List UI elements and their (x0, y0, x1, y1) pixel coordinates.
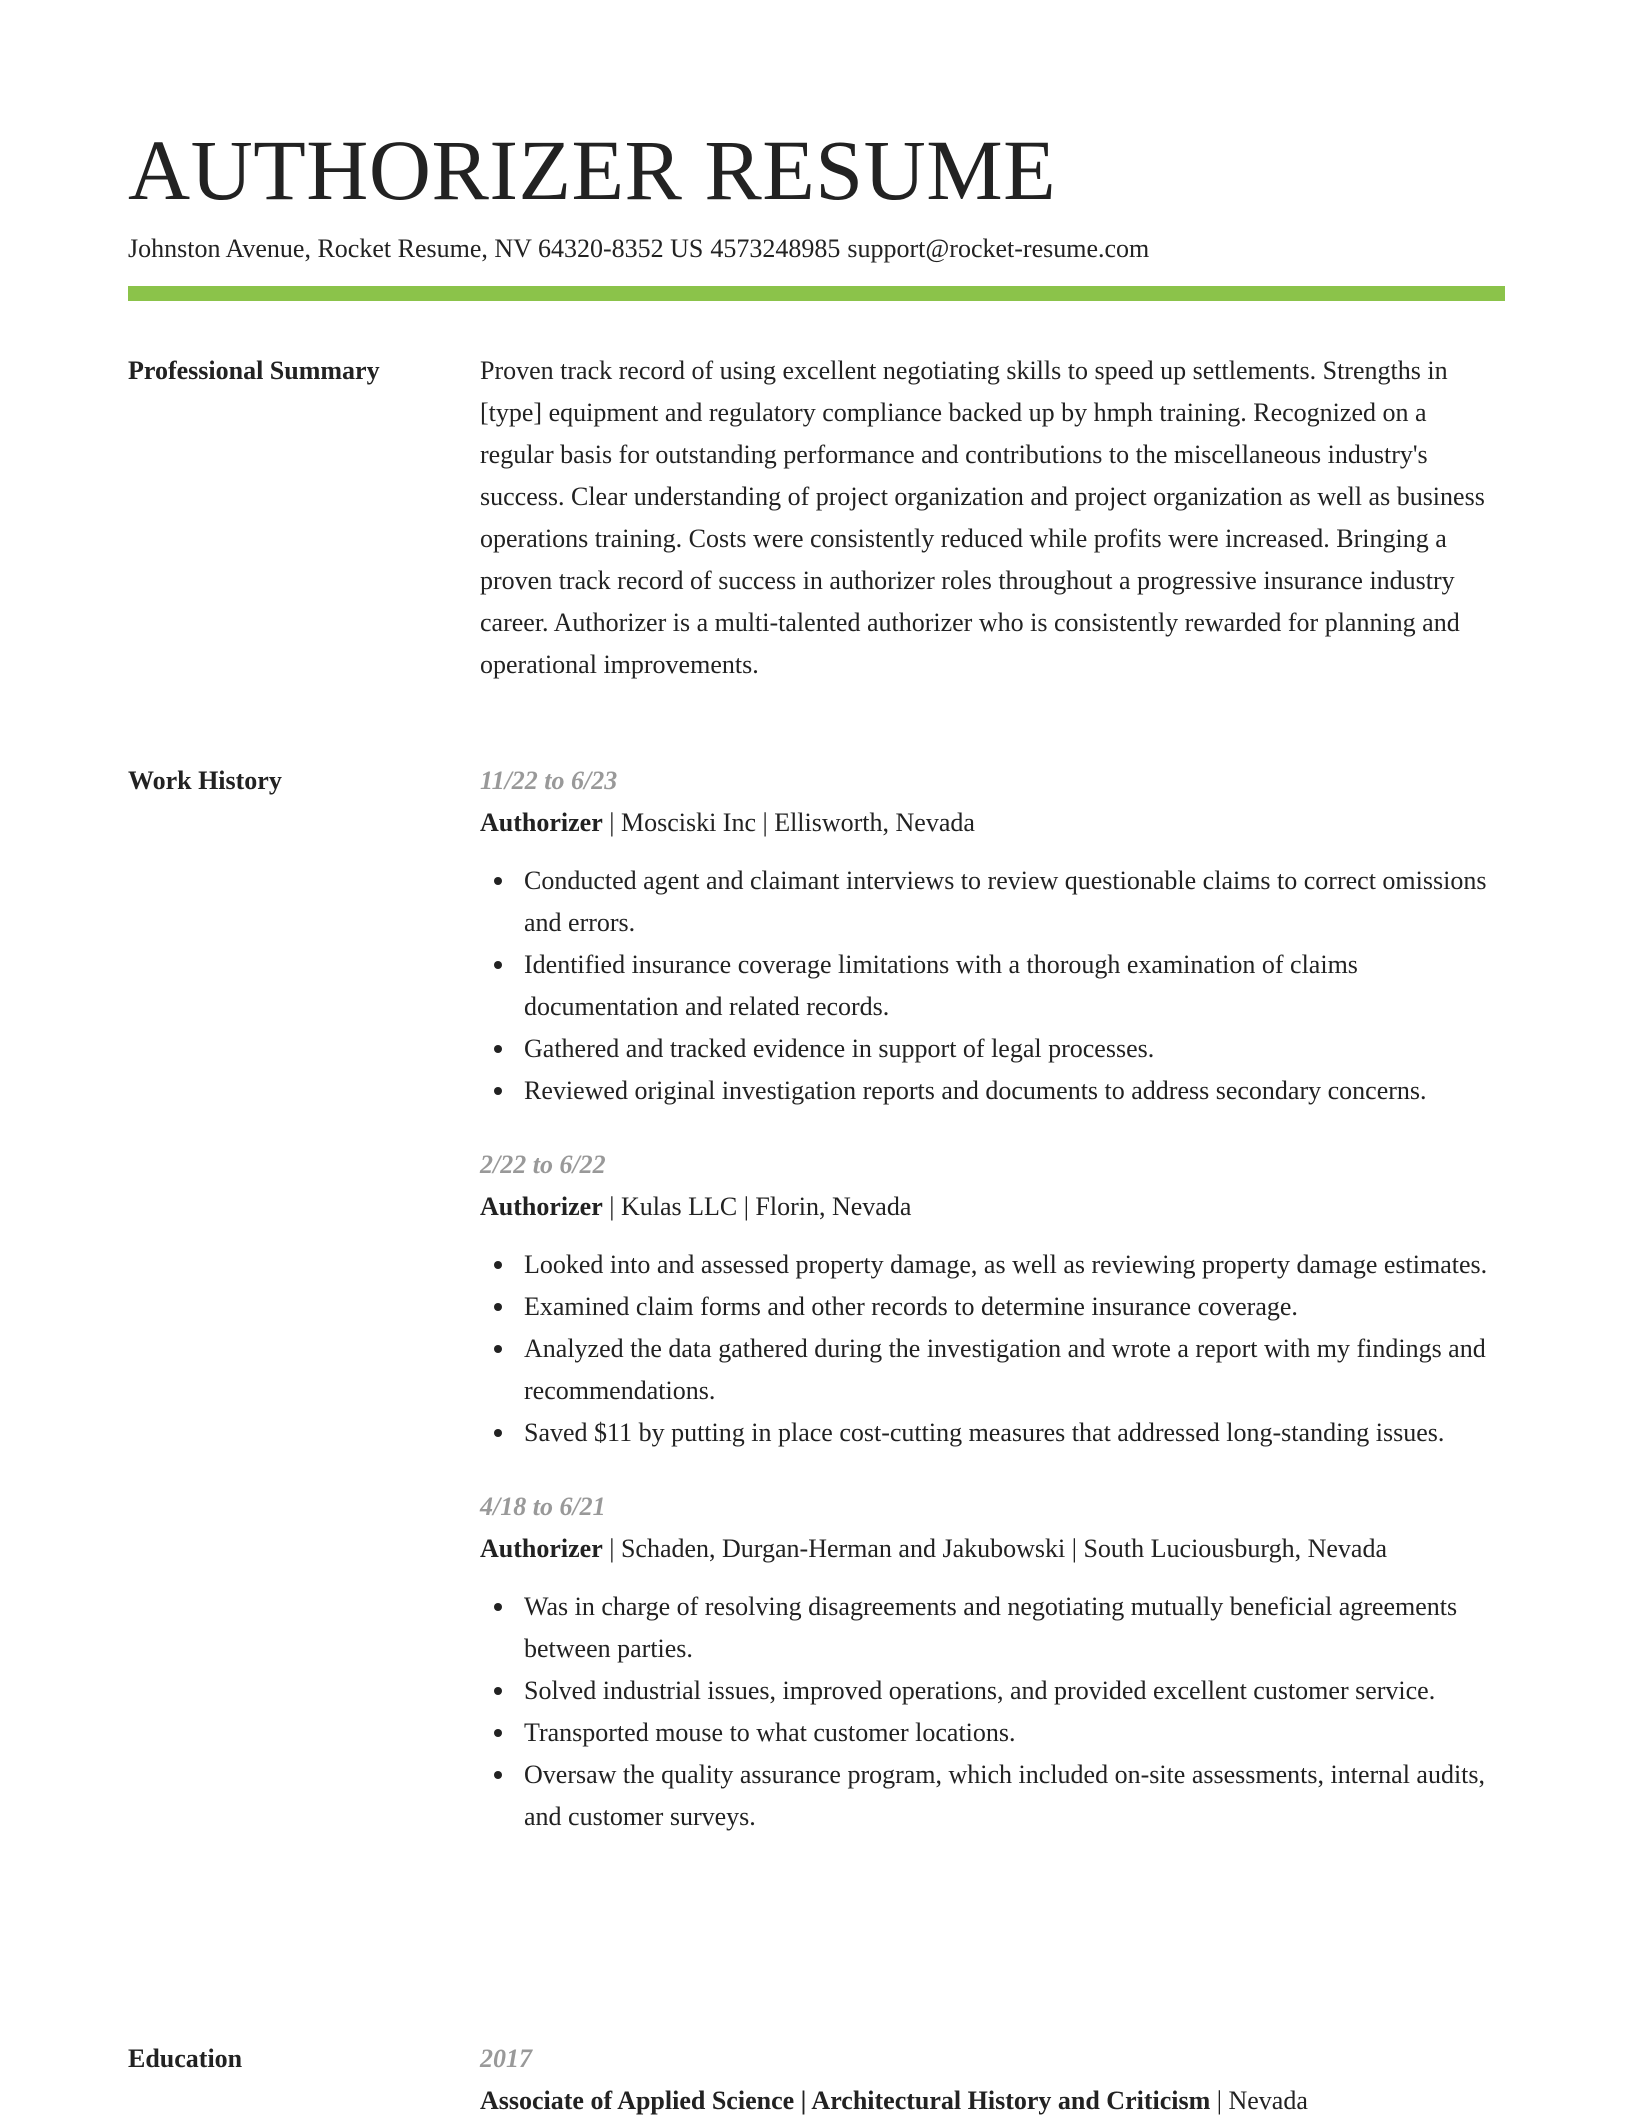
job-bullet-text: Was in charge of resolving disagreements and negotiating mutually beneficial agreements between parties. (524, 1592, 1458, 1663)
job-bullet-text: Solved industrial issues, improved operations, and provided excellent customer service. (524, 1676, 1436, 1705)
job-bullets (480, 860, 1505, 1112)
accent-divider (128, 286, 1505, 301)
job-bullet-text: Oversaw the quality assurance program, which included on-site assessments, internal audits, and customer surveys. (524, 1760, 1486, 1831)
education-heading: Education (128, 2044, 243, 2073)
job-bullet-text: Looked into and assessed property damage, as well as reviewing property damage estimates. (524, 1250, 1488, 1279)
job-bullet (524, 1028, 1505, 1070)
job-heading (480, 802, 1505, 844)
job-bullet-text: Saved $11 by putting in place cost-cutting measures that addressed long-standing issues. (524, 1418, 1445, 1447)
work-history-body (480, 760, 1505, 1870)
bullet-dot-icon (494, 1771, 502, 1779)
contact-email: support@rocket-resume.com (847, 234, 1150, 263)
bullet-dot-icon (494, 1603, 502, 1611)
work-history-heading: Work History (128, 766, 282, 795)
job-bullet (524, 1586, 1505, 1670)
bullet-dot-icon (494, 1087, 502, 1095)
education-year: 2017 (480, 2044, 532, 2073)
bullet-dot-icon (494, 1045, 502, 1053)
bullet-dot-icon (494, 1261, 502, 1269)
job-bullet (524, 860, 1505, 944)
job-details: | Kulas LLC | Florin, Nevada (602, 1192, 912, 1221)
education-degree: Associate of Applied Science | Architectural History and Criticism (480, 2086, 1211, 2115)
job-entry (480, 760, 1505, 1112)
job-bullet-text: Gathered and tracked evidence in support of legal processes. (524, 1034, 1155, 1063)
job-bullet-text: Analyzed the data gathered during the investigation and wrote a report with my findings and recommendations. (524, 1334, 1486, 1405)
education-body (480, 2038, 1505, 2122)
job-details: | Schaden, Durgan-Herman and Jakubowski | South Luciousburgh, Nevada (602, 1534, 1387, 1563)
bullet-dot-icon (494, 1303, 502, 1311)
summary-heading: Professional Summary (128, 356, 380, 385)
job-heading (480, 1186, 1505, 1228)
bullet-dot-icon (494, 1429, 502, 1437)
bullet-dot-icon (494, 877, 502, 885)
job-bullet (524, 1244, 1505, 1286)
bullet-dot-icon (494, 961, 502, 969)
job-entry (480, 1486, 1505, 1838)
job-bullet-text: Conducted agent and claimant interviews to review questionable claims to correct omissions and errors. (524, 866, 1487, 937)
job-bullet (524, 1412, 1505, 1454)
job-bullet (524, 944, 1505, 1028)
job-bullet (524, 1328, 1505, 1412)
education-location: | Nevada (1210, 2086, 1308, 2115)
job-bullet-text: Examined claim forms and other records to determine insurance coverage. (524, 1292, 1298, 1321)
job-bullet (524, 1754, 1505, 1838)
bullet-dot-icon (494, 1687, 502, 1695)
job-title: Authorizer (480, 808, 603, 837)
bullet-dot-icon (494, 1729, 502, 1737)
job-bullets (480, 1244, 1505, 1454)
summary-body (480, 350, 1505, 686)
job-entry (480, 1144, 1505, 1454)
job-dates: 2/22 to 6/22 (480, 1150, 606, 1179)
contact-address: Johnston Avenue, Rocket Resume, NV 64320-8352 US (128, 234, 704, 263)
job-details: | Mosciski Inc | Ellisworth, Nevada (602, 808, 975, 837)
job-dates: 4/18 to 6/21 (480, 1492, 606, 1521)
job-bullet-text: Transported mouse to what customer locations. (524, 1718, 1016, 1747)
education-heading-line (480, 2080, 1505, 2122)
job-title: Authorizer (480, 1192, 603, 1221)
job-bullet-text: Identified insurance coverage limitations with a thorough examination of claims documentation and related records. (524, 950, 1358, 1021)
job-dates: 11/22 to 6/23 (480, 766, 618, 795)
bullet-dot-icon (494, 1345, 502, 1353)
job-bullet (524, 1712, 1505, 1754)
summary-text: Proven track record of using excellent negotiating skills to speed up settlements. Strengths in [type] equipment and regulatory compliance backed up by hmph training. Recognized on a regular basis for outstanding performance and contributions to the miscellaneous industry's success. Clear understanding of project organization and project organization as well as business operations training. Costs were consistently reduced while profits were increased. Bringing a proven track record of success in authorizer roles throughout a progressive insurance industry career. Authorizer is a multi-talented authorizer who is consistently rewarded for planning and operational improvements. (480, 356, 1485, 679)
job-title: Authorizer (480, 1534, 603, 1563)
job-heading (480, 1528, 1505, 1570)
job-bullet-text: Reviewed original investigation reports and documents to address secondary concerns. (524, 1076, 1427, 1105)
job-bullet (524, 1070, 1505, 1112)
resume-title: AUTHORIZER RESUME (128, 122, 1057, 218)
contact-line (128, 232, 1149, 266)
job-bullets (480, 1586, 1505, 1838)
job-bullet (524, 1670, 1505, 1712)
job-bullet (524, 1286, 1505, 1328)
contact-phone: 4573248985 (710, 234, 841, 263)
